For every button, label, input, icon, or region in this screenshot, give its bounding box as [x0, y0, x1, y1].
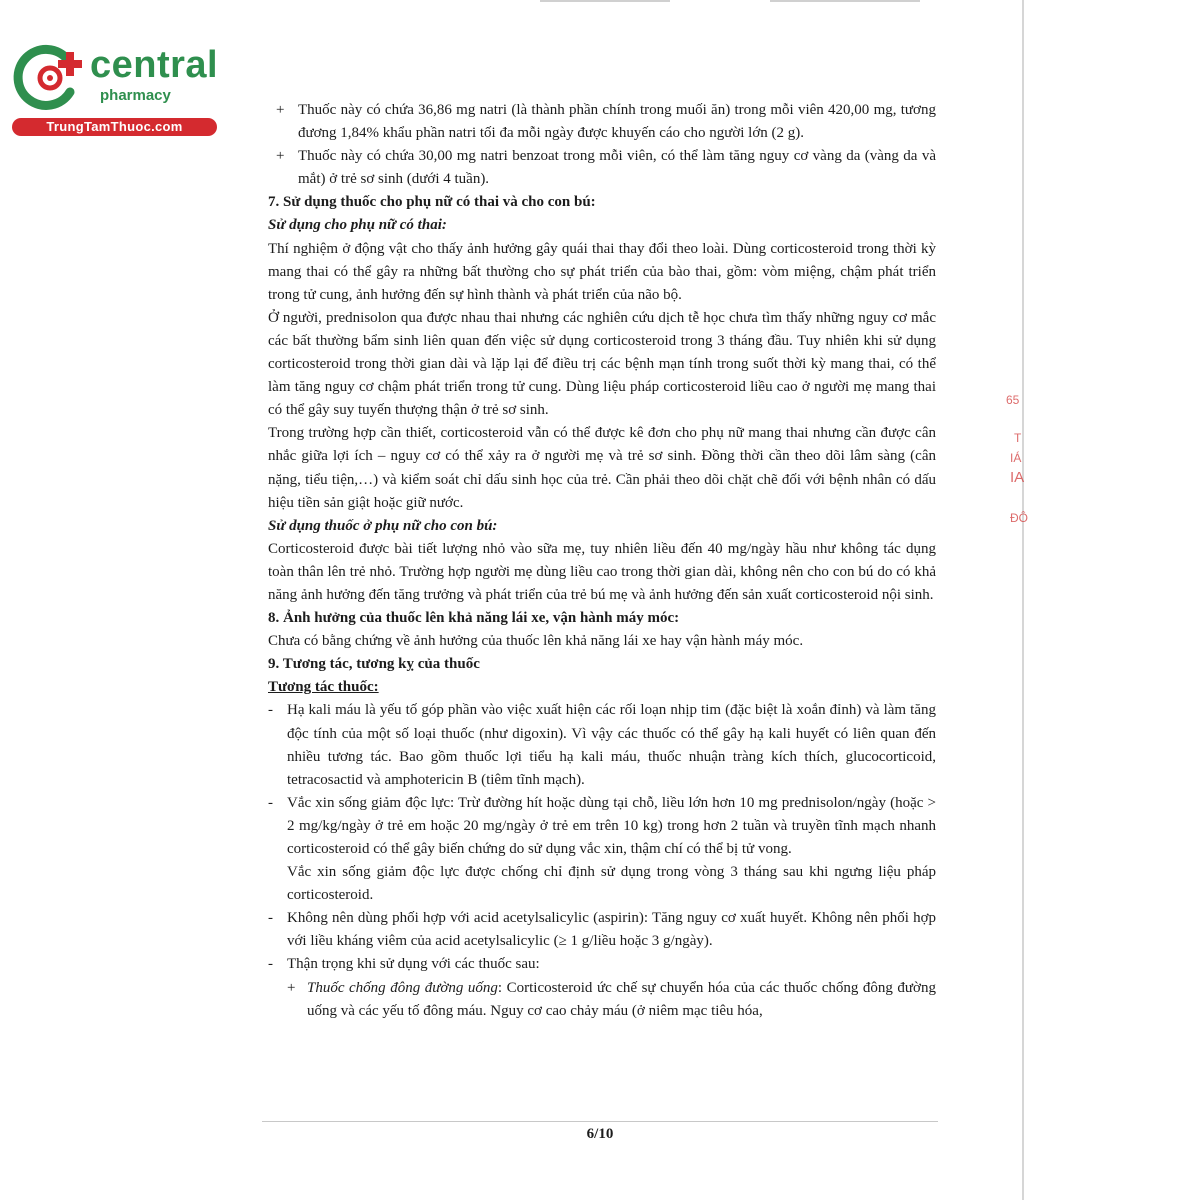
section-heading: 9. Tương tác, tương kỵ của thuốc: [268, 656, 480, 673]
list-item-text: Không nên dùng phối hợp với acid acetylsalicylic (aspirin): Tăng nguy cơ xuất huyết. Không nên phối hợp với liều kháng viêm của acid acetylsalicylic (≥ 1 g/liều hoặc 3 g/ngày).: [287, 910, 936, 950]
list-item-text: Vắc xin sống giảm độc lực: Trừ đường hít hoặc dùng tại chỗ, liều lớn hơn 10 mg prednisolon/ngày (hoặc > 2 mg/kg/ngày ở trẻ em hoặc 20 mg/ngày ở trẻ em trên 10 kg) trong hơn 2 tuần và truyền tĩnh mạch nhanh corticosteroid có thể gây biến chứng do sử dụng vắc xin, thậm chí có thể bị tử vong.: [287, 794, 936, 857]
logo-subtitle: pharmacy: [100, 87, 171, 104]
drug-class-label: Thuốc chống đông đường uống: [307, 979, 498, 996]
pharmacy-logo-icon: [12, 40, 88, 116]
section-heading: 7. Sử dụng thuốc cho phụ nữ có thai và cho con bú:: [268, 194, 596, 211]
dash-bullet: -: [268, 794, 273, 811]
logo-name: central: [90, 44, 219, 86]
paragraph: Corticosteroid được bài tiết lượng nhỏ vào sữa mẹ, tuy nhiên liều đến 40 mg/ngày hầu như không tác dụng toàn thân lên trẻ nhỏ. Trường hợp người mẹ dùng liều cao trong thời gian dài, không nên cho con bú do có khả năng ảnh hưởng đến tăng trưởng và phát triển của trẻ bú mẹ và ảnh hưởng đến sản xuất corticosteroid nội sinh.: [268, 540, 936, 603]
list-item-text: : Corticosteroid ức chế sự chuyển hóa của các thuốc chống đông đường uống và các yếu tố đông máu. Nguy cơ cao chảy máu (ở niêm mạc tiêu hóa,: [307, 979, 936, 1019]
subsection-heading: Sử dụng thuốc ở phụ nữ cho con bú:: [268, 517, 498, 534]
list-item-text: Thuốc này có chứa 36,86 mg natri (là thành phần chính trong muối ăn) trong mỗi viên 420,00 mg, tương đương 1,84% khẩu phần natri tối đa mỗi ngày được khuyến cáo cho người lớn (2 g).: [298, 102, 936, 142]
stamp-fragment: 65: [1006, 393, 1020, 407]
scan-mark: [770, 0, 920, 2]
paragraph: Trong trường hợp cần thiết, corticosteroid vẫn có thể được kê đơn cho phụ nữ mang thai nhưng cần được cân nhắc giữa lợi ích – nguy cơ có thể xảy ra ở người mẹ và trẻ sơ sinh. Đồng thời cần theo dõi lâm sàng (cân nặng, tiểu tiện,…) và kiểm soát chỉ dấu sinh học của trẻ. Cần phải theo dõi chặt chẽ đối với bệnh nhân có dấu hiệu tiền sản giật hoặc giữ nước.: [268, 425, 936, 511]
list-item: [268, 792, 936, 861]
pharmacy-logo: [8, 36, 219, 136]
list-item-text: Hạ kali máu là yếu tố góp phần vào việc xuất hiện các rối loạn nhịp tim (đặc biệt là xoắn đỉnh) và làm tăng độc tính của một số loại thuốc (như digoxin). Vì vậy các thuốc có thể gây hạ kali huyết có liên quan đến nhiều tương tác. Bao gồm thuốc lợi tiểu hạ kali máu, thuốc nhuận tràng kích thích, glucocorticoid, tetracosactid và amphotericin B (tiêm tĩnh mạch).: [287, 702, 936, 788]
list-item: [268, 99, 936, 145]
list-item: [268, 907, 936, 953]
plus-bullet: +: [276, 148, 285, 165]
list-item-continuation: Vắc xin sống giảm độc lực được chống chỉ định sử dụng trong vòng 3 tháng sau khi ngưng liệu pháp corticosteroid.: [287, 864, 936, 904]
section-heading: 8. Ảnh hưởng của thuốc lên khả năng lái xe, vận hành máy móc:: [268, 610, 680, 627]
page-number: 6/10: [586, 1126, 614, 1142]
page-edge: [1022, 0, 1024, 1200]
list-item: [268, 953, 936, 976]
logo-website-band: TrungTamThuoc.com: [12, 118, 217, 136]
paragraph: Chưa có bằng chứng về ảnh hưởng của thuốc lên khả năng lái xe hay vận hành máy móc.: [268, 633, 804, 650]
dash-bullet: -: [268, 702, 273, 719]
list-item: [268, 145, 936, 191]
list-item: [268, 977, 936, 1023]
paragraph: Thí nghiệm ở động vật cho thấy ảnh hưởng gây quái thai thay đổi theo loài. Dùng corticosteroid trong thời kỳ mang thai có thể gây ra những bất thường cho sự phát triển của bào thai, gồm: vòm miệng, chậm phát triển trong tử cung, ảnh hưởng đến sự hình thành và phát triển của não bộ.: [268, 240, 936, 303]
dash-bullet: -: [268, 910, 273, 927]
scan-mark: [540, 0, 670, 2]
stamp-fragment: T: [1014, 431, 1022, 445]
stamp-fragment: IÁ: [1010, 451, 1022, 465]
subsection-heading: Tương tác thuốc:: [268, 679, 379, 696]
dash-bullet: -: [268, 956, 273, 973]
stamp-fragment: ĐÔ: [1010, 511, 1028, 525]
plus-bullet: +: [276, 102, 285, 118]
list-item-text: Thận trọng khi sử dụng với các thuốc sau:: [287, 956, 540, 973]
footer-divider: [262, 1121, 938, 1122]
subsection-heading: Sử dụng cho phụ nữ có thai:: [268, 217, 447, 234]
document-body: [268, 99, 936, 1023]
stamp-fragment: IA: [1010, 469, 1025, 486]
list-item-text: Thuốc này có chứa 30,00 mg natri benzoat trong mỗi viên, có thể làm tăng nguy cơ vàng da (vàng da và mắt) ở trẻ sơ sinh (dưới 4 tuần).: [298, 148, 936, 188]
list-item: [268, 699, 936, 791]
paragraph: Ở người, prednisolon qua được nhau thai nhưng các nghiên cứu dịch tễ học chưa tìm thấy những nguy cơ mắc các bất thường bẩm sinh liên quan đến việc sử dụng corticosteroid trong 3 tháng đầu. Tuy nhiên khi sử dụng corticosteroid trong thời gian dài và lặp lại để điều trị các bệnh mạn tính trong suốt thời kỳ mang thai, có thể làm tăng nguy cơ chậm phát triển trong tử cung. Dùng liệu pháp corticosteroid liều cao ở người mẹ mang thai có thể gây suy tuyến thượng thận ở trẻ sơ sinh.: [268, 309, 936, 419]
plus-bullet: +: [287, 979, 296, 996]
